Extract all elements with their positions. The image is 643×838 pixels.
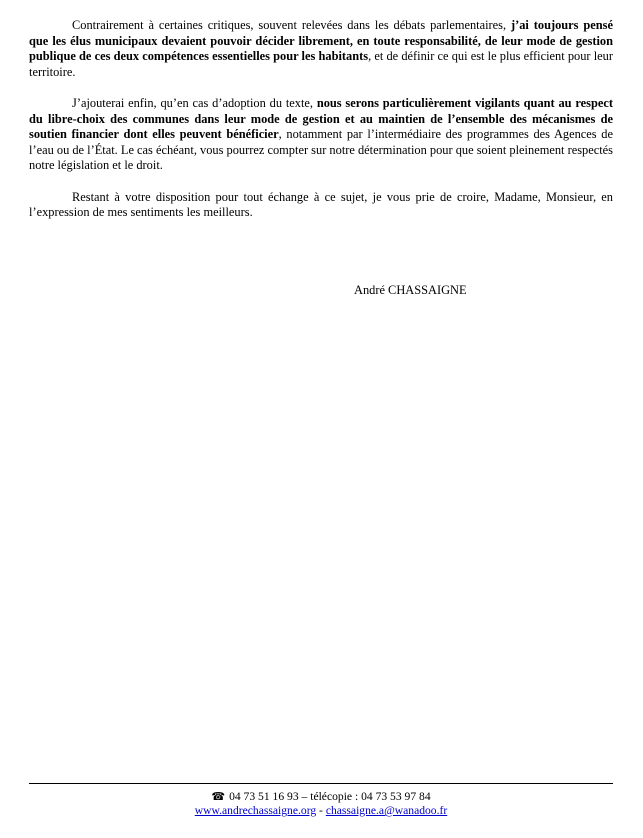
paragraph-text: J’ajouterai enfin, qu’en cas d’adoption du texte, <box>72 95 317 110</box>
footer-divider <box>29 783 613 784</box>
paragraph-text: , et de définir ce qui est le plus efficient pour leur territoire. <box>29 49 613 79</box>
paragraph-text: Restant à votre disposition pour tout échange à ce sujet, je vous prie de croire, Madame, Monsieur, en l’expression de mes sentiments les meilleurs. <box>29 189 613 220</box>
paragraph-text: Contrairement à certaines critiques, souvent relevées dans les débats parlementaires, <box>72 18 511 32</box>
footer <box>29 790 613 818</box>
email-link[interactable]: chassaigne.a@wanadoo.fr <box>325 804 448 817</box>
paragraph-text: , notamment par l’intermédiaire des programmes des Agences de l’eau ou de l’État. Le cas échéant, vous pourrez compter sur notre détermination pour que soient pleinement respectés notre législation et le droit. <box>29 127 614 173</box>
telephone-icon: ☎ <box>211 791 226 803</box>
footer-phone-fax: 04 73 51 16 93 – télécopie : 04 73 53 97 84 <box>229 790 431 803</box>
paragraph-critiques <box>29 18 613 80</box>
footer-separator: - <box>316 804 326 817</box>
website-link[interactable]: www.andrechassaigne.org <box>194 804 317 817</box>
paragraph-closing <box>29 190 613 221</box>
paragraph-bold-text: j’ai toujours pensé que les élus municipaux devaient pouvoir décider librement, en toute responsabilité, de leur mode de gestion publique de ces deux compétences essentielles pour les habitants <box>29 18 613 64</box>
footer-contact-line <box>29 790 613 804</box>
letter-body <box>29 18 613 236</box>
footer-links-line <box>29 804 613 818</box>
signature-name: André CHASSAIGNE <box>354 283 467 297</box>
paragraph-bold-text: nous serons particulièrement vigilants quant au respect du libre-choix des communes dans leur mode de gestion et au maintien de l’ensemble des mécanismes de soutien financier dont elles peuvent bénéficier <box>29 95 613 142</box>
paragraph-adoption <box>29 96 613 174</box>
